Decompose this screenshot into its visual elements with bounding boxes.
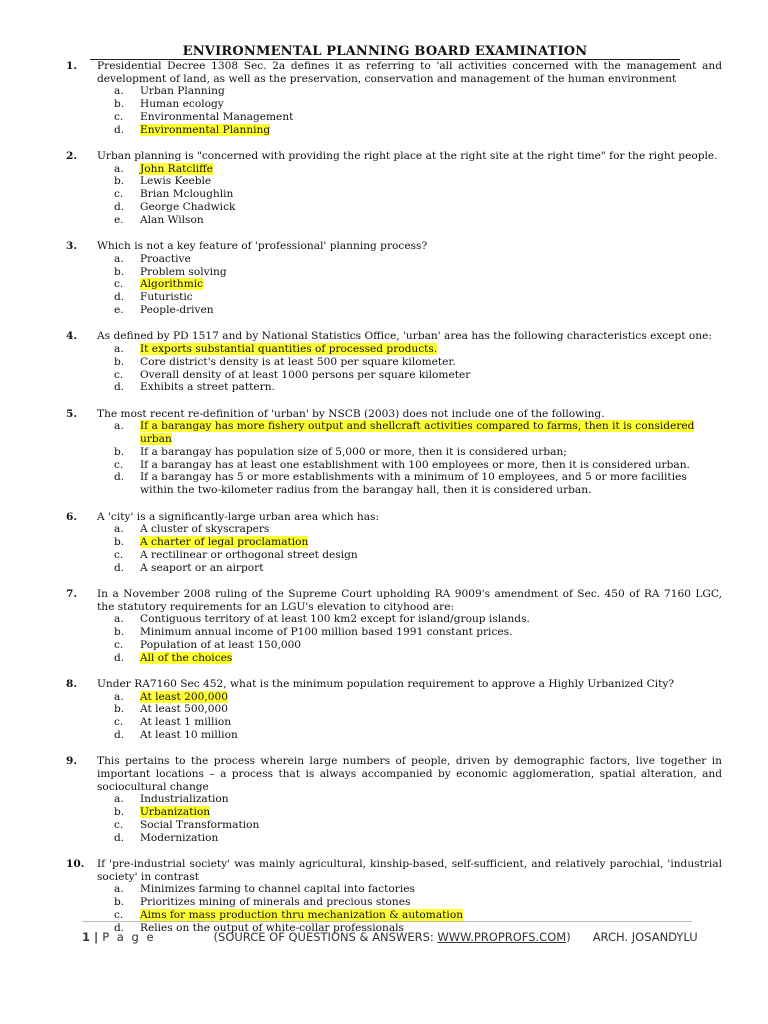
option-text-wrap: [140, 188, 722, 201]
option-text-wrap: [140, 253, 722, 266]
highlighted-answer: John Ratcliffe: [140, 162, 213, 175]
option-letter: c.: [114, 638, 124, 651]
answer-option: [62, 111, 722, 124]
option-text-wrap: [140, 613, 722, 626]
option-text-wrap: [140, 459, 722, 472]
option-text: If a barangay has at least one establishment with 100 employees or more, then it is considered urban.: [140, 458, 690, 471]
option-text-wrap: [140, 806, 722, 819]
question-header: [62, 330, 722, 343]
option-text-wrap: [140, 832, 722, 845]
option-text-wrap: [140, 703, 722, 716]
option-text: Core district's density is at least 500 per square kilometer.: [140, 355, 456, 368]
answer-option: [62, 883, 722, 896]
answer-option: [62, 369, 722, 382]
option-letter: d.: [114, 831, 125, 844]
question-item: [62, 588, 722, 664]
page-word: P a g e: [102, 930, 156, 944]
answer-option: [62, 909, 722, 922]
option-letter: c.: [114, 908, 124, 921]
option-text-wrap: [140, 819, 722, 832]
question-number: 10.: [66, 857, 85, 870]
option-text-wrap: [140, 446, 722, 459]
highlighted-answer: Urbanization: [140, 805, 211, 818]
option-letter: c.: [114, 818, 124, 831]
question-item: [62, 755, 722, 844]
answer-option: [62, 266, 722, 279]
question-list: [62, 60, 722, 948]
option-letter: c.: [114, 716, 124, 729]
option-text-wrap: [140, 691, 722, 704]
question-text: Which is not a key feature of 'professional' planning process?: [97, 240, 428, 253]
option-letter: b.: [114, 703, 125, 716]
option-letter: c.: [114, 548, 124, 561]
answer-option: [62, 201, 722, 214]
answer-option: [62, 98, 722, 111]
question-header: [62, 678, 722, 691]
option-text-wrap: [140, 729, 722, 742]
question-number: 6.: [66, 510, 78, 523]
option-text-wrap: [140, 356, 722, 369]
question-text: If 'pre-industrial society' was mainly agricultural, kinship-based, self-sufficient, and relatively parochial, 'industrial society' in contrast: [97, 857, 722, 883]
question-number: 7.: [66, 588, 78, 601]
option-text-wrap: [140, 549, 722, 562]
option-letter: a.: [114, 252, 124, 265]
option-text-wrap: [140, 163, 722, 176]
option-list: [62, 613, 722, 664]
question-header: [62, 755, 722, 793]
option-text-wrap: [140, 896, 722, 909]
question-number: 3.: [66, 240, 78, 253]
option-list: [62, 883, 722, 934]
option-text-wrap: [140, 562, 722, 575]
option-text-wrap: [140, 909, 722, 922]
question-text: As defined by PD 1517 and by National Statistics Office, 'urban' area has the following characteristics except one:: [97, 330, 712, 343]
option-text-wrap: [140, 420, 722, 446]
option-text-wrap: [140, 716, 722, 729]
question-header: [62, 588, 722, 613]
option-letter: b.: [114, 626, 125, 639]
option-letter: a.: [114, 883, 124, 896]
highlighted-answer: All of the choices: [140, 651, 233, 664]
answer-option: [62, 124, 722, 137]
question-item: [62, 408, 722, 497]
option-letter: a.: [114, 162, 124, 175]
option-text: If a barangay has population size of 5,000 or more, then it is considered urban;: [140, 445, 567, 458]
question-header: [62, 858, 722, 883]
option-text-wrap: [140, 85, 722, 98]
option-text-wrap: [140, 201, 722, 214]
option-letter: b.: [114, 445, 125, 458]
option-letter: d.: [114, 291, 125, 304]
option-letter: a.: [114, 420, 124, 433]
option-letter: d.: [114, 921, 125, 934]
option-text-wrap: [140, 471, 722, 497]
answer-option: [62, 716, 722, 729]
highlighted-answer: At least 200,000: [140, 690, 228, 703]
option-letter: b.: [114, 805, 125, 818]
answer-option: [62, 304, 722, 317]
answer-option: [62, 549, 722, 562]
option-list: [62, 343, 722, 394]
option-list: [62, 253, 722, 317]
option-text-wrap: [140, 266, 722, 279]
option-text: Minimum annual income of P100 million based 1991 constant prices.: [140, 626, 513, 639]
question-header: [62, 240, 722, 253]
option-list: [62, 85, 722, 136]
option-text: Social Transformation: [140, 818, 260, 831]
answer-option: [62, 832, 722, 845]
option-text-wrap: [140, 369, 722, 382]
option-letter: b.: [114, 175, 125, 188]
question-header: [62, 408, 722, 421]
option-text: A seaport or an airport: [140, 561, 264, 574]
option-text: At least 1 million: [140, 716, 232, 729]
option-list: [62, 691, 722, 742]
question-text: Under RA7160 Sec 452, what is the minimum population requirement to approve a Highly Urbanized City?: [97, 678, 675, 690]
question-text: The most recent re-definition of 'urban' by NSCB (2003) does not include one of the following.: [97, 407, 605, 420]
option-text-wrap: [140, 278, 722, 291]
option-letter: b.: [114, 895, 125, 908]
option-list: [62, 163, 722, 227]
option-text-wrap: [140, 652, 722, 665]
option-letter: b.: [114, 355, 125, 368]
option-text: Prioritizes mining of minerals and precious stones: [140, 895, 411, 908]
answer-option: [62, 420, 722, 446]
source-prefix: (SOURCE OF QUESTIONS & ANSWERS:: [213, 930, 438, 944]
highlighted-answer: Aims for mass production thru mechanization & automation: [140, 908, 464, 921]
question-number: 9.: [66, 755, 78, 768]
option-letter: d.: [114, 123, 125, 136]
question-text: A 'city' is a significantly-large urban area which has:: [97, 510, 380, 523]
question-text: Presidential Decree 1308 Sec. 2a defines it as referring to 'all activities concerned with the management and development of land, as well as the preservation, conservation and management of the human environment: [97, 60, 722, 85]
question-item: [62, 678, 722, 742]
option-text-wrap: [140, 175, 722, 188]
option-text: Human ecology: [140, 97, 224, 110]
question-text: In a November 2008 ruling of the Supreme Court upholding RA 9009's amendment of Sec. 450 of RA 7160 LGC, the statutory requirements for an LGU's elevation to cityhood are:: [97, 588, 722, 613]
answer-option: [62, 175, 722, 188]
option-text: Minimizes farming to channel capital into factories: [140, 883, 415, 896]
option-text: Contiguous territory of at least 100 km2 except for island/group islands.: [140, 613, 530, 626]
answer-option: [62, 471, 722, 497]
answer-option: [62, 85, 722, 98]
answer-option: [62, 691, 722, 704]
option-text: Alan Wilson: [140, 213, 204, 226]
question-item: [62, 330, 722, 394]
option-text-wrap: [140, 304, 722, 317]
option-text: A cluster of skyscrapers: [140, 523, 270, 536]
answer-option: [62, 652, 722, 665]
question-number: 4.: [66, 330, 78, 343]
option-text: Problem solving: [140, 265, 227, 278]
option-text: At least 500,000: [140, 703, 228, 716]
option-letter: a.: [114, 85, 124, 98]
answer-option: [62, 253, 722, 266]
highlighted-answer: It exports substantial quantities of processed products.: [140, 342, 438, 355]
option-letter: c.: [114, 458, 124, 471]
option-letter: e.: [114, 303, 124, 316]
option-text-wrap: [140, 639, 722, 652]
option-letter: c.: [114, 278, 124, 291]
question-item: [62, 511, 722, 575]
answer-option: [62, 806, 722, 819]
option-letter: b.: [114, 265, 125, 278]
option-text-wrap: [140, 536, 722, 549]
option-text: Exhibits a street pattern.: [140, 381, 275, 394]
option-letter: d.: [114, 651, 125, 664]
option-letter: a.: [114, 793, 124, 806]
option-letter: a.: [114, 690, 124, 703]
option-text: Lewis Keeble: [140, 175, 212, 188]
option-text: Relies on the output of white-collar professionals: [140, 921, 404, 934]
option-text: People-driven: [140, 303, 214, 316]
question-header: [62, 511, 722, 524]
page-separator: |: [94, 930, 99, 944]
answer-option: [62, 459, 722, 472]
question-header: [62, 60, 722, 85]
option-letter: d.: [114, 200, 125, 213]
option-text: Industrialization: [140, 793, 229, 806]
option-text-wrap: [140, 124, 722, 137]
option-text: A rectilinear or orthogonal street design: [140, 548, 358, 561]
answer-option: [62, 356, 722, 369]
option-text-wrap: [140, 343, 722, 356]
question-item: [62, 240, 722, 317]
option-text: Brian Mcloughlin: [140, 188, 234, 201]
answer-option: [62, 188, 722, 201]
page-title: ENVIRONMENTAL PLANNING BOARD EXAMINATION: [90, 44, 680, 60]
option-text: Environmental Management: [140, 110, 294, 123]
highlighted-answer: If a barangay has more fishery output and shellcraft activities compared to farms, then it is considered urban: [140, 420, 695, 446]
option-text: At least 10 million: [140, 728, 238, 741]
footer-divider: [82, 921, 692, 922]
option-text-wrap: [140, 291, 722, 304]
question-item: [62, 858, 722, 934]
option-text-wrap: [140, 98, 722, 111]
question-item: [62, 150, 722, 227]
option-text-wrap: [140, 381, 722, 394]
answer-option: [62, 896, 722, 909]
answer-option: [62, 446, 722, 459]
option-letter: c.: [114, 368, 124, 381]
option-letter: c.: [114, 110, 124, 123]
option-list: [62, 793, 722, 844]
page-number: 1: [82, 930, 91, 944]
answer-option: [62, 536, 722, 549]
option-letter: d.: [114, 381, 125, 394]
author-name: ARCH. JOSANDYLU: [592, 930, 698, 944]
option-text-wrap: [140, 111, 722, 124]
question-header: [62, 150, 722, 163]
question-number: 2.: [66, 149, 78, 162]
highlighted-answer: A charter of legal proclamation: [140, 536, 309, 549]
answer-option: [62, 278, 722, 291]
option-letter: e.: [114, 213, 124, 226]
option-text-wrap: [140, 626, 722, 639]
option-letter: a.: [114, 613, 124, 626]
option-letter: d.: [114, 471, 125, 484]
highlighted-answer: Algorithmic: [140, 278, 204, 291]
option-letter: b.: [114, 536, 125, 549]
answer-option: [62, 613, 722, 626]
answer-option: [62, 163, 722, 176]
option-letter: d.: [114, 561, 125, 574]
question-text: Urban planning is "concerned with providing the right place at the right site at the right time" for the right people.: [97, 149, 718, 162]
option-letter: b.: [114, 97, 125, 110]
option-text-wrap: [140, 793, 722, 806]
option-text-wrap: [140, 214, 722, 227]
option-text-wrap: [140, 523, 722, 536]
answer-option: [62, 639, 722, 652]
option-text: Urban Planning: [140, 85, 225, 98]
option-list: [62, 420, 722, 497]
question-number: 1.: [66, 60, 78, 72]
question-number: 8.: [66, 678, 78, 690]
answer-option: [62, 381, 722, 394]
answer-option: [62, 819, 722, 832]
page-footer: [82, 930, 702, 944]
answer-option: [62, 729, 722, 742]
source-suffix: ): [566, 930, 571, 944]
question-number: 5.: [66, 407, 78, 420]
option-letter: a.: [114, 523, 124, 536]
highlighted-answer: Environmental Planning: [140, 123, 271, 136]
answer-option: [62, 626, 722, 639]
answer-option: [62, 523, 722, 536]
option-letter: a.: [114, 342, 124, 355]
option-letter: d.: [114, 728, 125, 741]
option-text: If a barangay has 5 or more establishments with a minimum of 10 employees, and 5 or more facilities within the two-kilometer radius from the barangay hall, then it is considered urban.: [140, 471, 687, 497]
option-text: Proactive: [140, 252, 191, 265]
option-text: Overall density of at least 1000 persons per square kilometer: [140, 368, 471, 381]
option-letter: c.: [114, 188, 124, 201]
answer-option: [62, 793, 722, 806]
answer-option: [62, 291, 722, 304]
answer-option: [62, 562, 722, 575]
option-text: Population of at least 150,000: [140, 638, 302, 651]
option-text-wrap: [140, 883, 722, 896]
option-list: [62, 523, 722, 574]
answer-option: [62, 343, 722, 356]
question-text: This pertains to the process wherein large numbers of people, driven by demographic factors, live together in important locations – a process that is always accompanied by economic agglomeration, spatial alteration, and sociocultural change: [97, 755, 722, 793]
answer-option: [62, 214, 722, 227]
source-link[interactable]: WWW.PROPROFS.COM: [437, 930, 567, 944]
question-item: [62, 60, 722, 136]
option-text: Modernization: [140, 831, 219, 844]
answer-option: [62, 703, 722, 716]
source-note: [214, 930, 571, 944]
option-text: George Chadwick: [140, 200, 236, 213]
option-text: Futuristic: [140, 291, 193, 304]
